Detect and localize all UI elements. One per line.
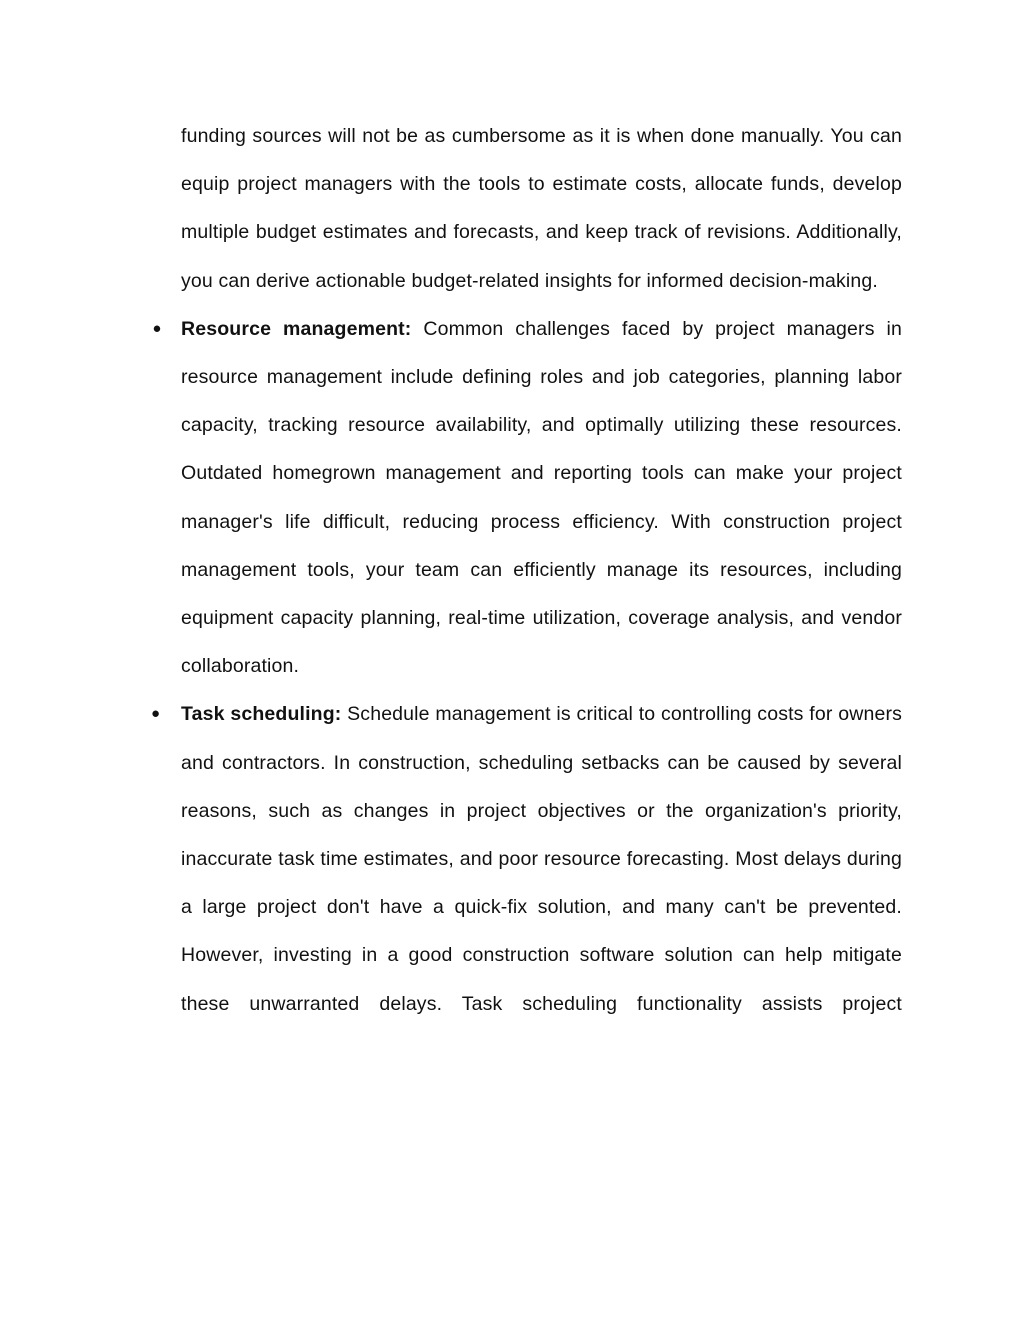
bullet-heading-task-scheduling: Task scheduling: bbox=[181, 703, 342, 726]
bullet-text-task-scheduling: Schedule management is critical to controlling costs for owners and contractors. In construction, scheduling setbacks can be caused by several reasons, such as changes in project objectives or the organization's priority, inaccurate task time estimates, and poor resource forecasting. Most delays during a large project don't have a quick-fix solution, and many can't be prevented. However, investing in a good construction software solution can help mitigate these unwarranted delays. Task scheduling functionality assists project bbox=[181, 703, 902, 1015]
document-body bbox=[151, 112, 902, 1028]
bullet-icon: ● bbox=[151, 705, 161, 723]
bullet-task-scheduling bbox=[151, 690, 902, 1027]
intro-paragraph: funding sources will not be as cumbersome as it is when done manually. You can equip project managers with the tools to estimate costs, allocate funds, develop multiple budget estimates and forecasts, and keep track of revisions. Additionally, you can derive actionable budget-related insights for informed decision-making. bbox=[181, 125, 902, 292]
bullet-icon: ● bbox=[152, 319, 162, 337]
bullet-text-resource-management: Common challenges faced by project managers in resource management include defining roles and job categories, planning labor capacity, tracking resource availability, and optimally utilizing these resources. Outdated homegrown management and reporting tools can make your project manager's life difficult, reducing process efficiency. With construction project management tools, your team can efficiently manage its resources, including equipment capacity planning, real-time utilization, coverage analysis, and vendor collaboration. bbox=[181, 317, 902, 678]
bullet-heading-resource-management: Resource management: bbox=[181, 317, 412, 340]
bullet-resource-management bbox=[152, 305, 902, 691]
